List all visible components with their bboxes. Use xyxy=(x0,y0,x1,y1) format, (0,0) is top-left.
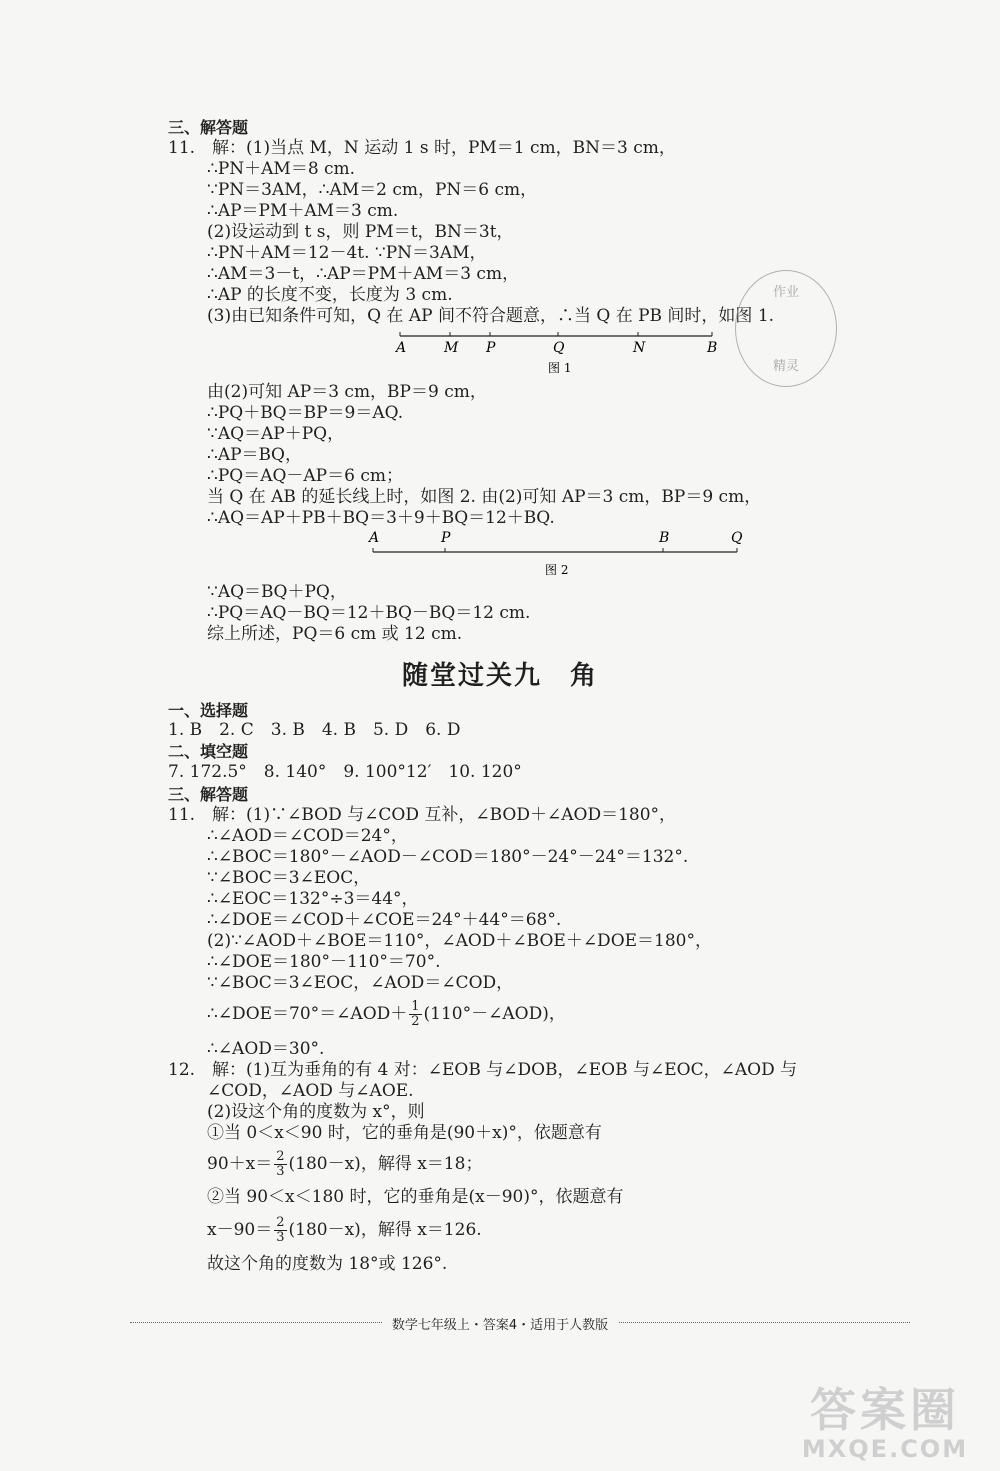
p2-q12-mid: ②当 90＜x＜180 时，它的垂角是(x－90)°，依题意有 xyxy=(207,1187,624,1207)
footer-text: 数学七年级上・答案4・适用于人教版 xyxy=(382,1318,618,1333)
eq2-after: (180－x)，解得 x＝126. xyxy=(288,1220,482,1240)
after-fig2-line-1: ∴PQ＝AQ－BQ＝12＋BQ－BQ＝12 cm. xyxy=(207,603,531,623)
after-fig1-line-0: 由(2)可知 AP＝3 cm，BP＝9 cm， xyxy=(207,382,487,402)
p2-q12-line-3: ①当 0＜x＜90 时，它的垂角是(90＋x)°，依题意有 xyxy=(207,1123,602,1143)
p2-q11-line-2: ∴∠BOC＝180°－∠AOD－∠COD＝180°－24°－24°＝132°. xyxy=(207,847,689,867)
after-fig1-line-3: ∴AP＝BQ， xyxy=(207,445,302,465)
p2-q11-last: ∴∠AOD＝30°. xyxy=(207,1039,325,1059)
after-fig1-line-5: 当 Q 在 AB 的延长线上时，如图 2. 由(2)可知 AP＝3 cm，BP＝9 cm， xyxy=(207,487,762,507)
p2-q12-line-1: ∠COD，∠AOD 与∠AOE. xyxy=(207,1081,414,1101)
after-fig2-line-0: ∵AQ＝BQ＋PQ， xyxy=(207,582,347,602)
stamp-bottom-text: 精灵 xyxy=(772,359,799,374)
after-fig1-line-6: ∴AQ＝AP＋PB＋BQ＝3＋9＋BQ＝12＋BQ. xyxy=(207,508,555,528)
p2-q12-eq1 xyxy=(207,1150,482,1179)
frac-den: 3 xyxy=(276,1230,285,1245)
p2-q11-line-5: ∴∠DOE＝∠COD＋∠COE＝24°＋44°＝68°. xyxy=(207,910,562,930)
heading-fill: 二、填空题 xyxy=(168,742,249,761)
q11-line-4: (2)设运动到 t s，则 PM＝t，BN＝3t， xyxy=(207,222,514,242)
figure-1-segment xyxy=(390,328,730,376)
fig1-label-Q: Q xyxy=(553,340,565,356)
p2-q11-frac-before: ∴∠DOE＝70°＝∠AOD＋ xyxy=(207,1004,408,1024)
page-footer xyxy=(0,1314,1000,1333)
stamp-top-text: 作业 xyxy=(772,285,799,300)
q11-line-8: (3)由已知条件可知，Q 在 AP 间不符合题意，∴当 Q 在 PB 间时，如图 1. xyxy=(207,306,775,326)
p2-q11-line-7: ∴∠DOE＝180°－110°＝70°. xyxy=(207,952,441,972)
fig1-label-B: B xyxy=(707,340,718,356)
fig1-label-A: A xyxy=(396,340,407,356)
fig1-label-P: P xyxy=(486,340,496,356)
watermark-line-1: 答案圈 xyxy=(810,1383,960,1437)
p2-q12-line-0: 12. 解：(1)互为垂角的有 4 对：∠EOB 与∠DOB，∠EOB 与∠EOC，∠AOD 与 xyxy=(168,1060,798,1080)
q11-line-7: ∴AP 的长度不变，长度为 3 cm. xyxy=(207,285,453,305)
fig1-label-M: M xyxy=(444,340,459,356)
heading-solve-2: 三、解答题 xyxy=(168,785,249,804)
frac-num: 2 xyxy=(276,1215,285,1230)
watermark-logo xyxy=(780,1385,990,1465)
after-fig1-line-1: ∴PQ＋BQ＝BP＝9＝AQ. xyxy=(207,403,404,423)
fill-answers: 7. 172.5° 8. 140° 9. 100°12′ 10. 120° xyxy=(168,762,522,782)
figure-2-segment xyxy=(365,528,765,580)
eq1-after: (180－x)，解得 x＝18； xyxy=(288,1154,483,1174)
fig2-label-Q: Q xyxy=(731,530,743,546)
fraction-two-thirds xyxy=(274,1150,286,1179)
q11-line-0: 11. 解：(1)当点 M，N 运动 1 s 时，PM＝1 cm，BN＝3 cm， xyxy=(168,138,676,158)
fig2-label-B: B xyxy=(659,530,670,546)
p2-q11-frac-after: (110°－∠AOD)， xyxy=(423,1004,566,1024)
fig2-label-P: P xyxy=(441,530,451,546)
p2-q11-line-6: (2)∵∠AOD＋∠BOE＝110°，∠AOD＋∠BOE＋∠DOE＝180°， xyxy=(207,931,712,951)
eq2-before: x－90＝ xyxy=(207,1220,273,1240)
p2-q11-line-3: ∵∠BOC＝3∠EOC， xyxy=(207,868,371,888)
frac-den: 2 xyxy=(411,1014,420,1029)
frac-num: 2 xyxy=(276,1149,285,1164)
p2-q11-line-4: ∴∠EOC＝132°÷3＝44°， xyxy=(207,889,419,909)
p2-q12-last: 故这个角的度数为 18°或 126°. xyxy=(207,1254,448,1274)
q11-line-3: ∴AP＝PM＋AM＝3 cm. xyxy=(207,201,399,221)
watermark-line-2: MXQE.COM xyxy=(801,1435,969,1463)
p2-q11-line-1: ∴∠AOD＝∠COD＝24°， xyxy=(207,826,408,846)
fig1-caption: 图 1 xyxy=(548,361,572,375)
fig2-caption: 图 2 xyxy=(545,563,569,577)
eq1-before: 90＋x＝ xyxy=(207,1154,273,1174)
after-fig1-line-4: ∴PQ＝AQ－AP＝6 cm； xyxy=(207,466,403,486)
q11-line-1: ∴PN＋AM＝8 cm. xyxy=(207,159,356,179)
p2-q12-eq2 xyxy=(207,1216,482,1245)
choice-answers: 1. B 2. C 3. B 4. B 5. D 6. D xyxy=(168,720,461,740)
q11-line-6: ∴AM＝3－t，∴AP＝PM＋AM＝3 cm， xyxy=(207,264,520,284)
after-fig1-line-2: ∵AQ＝AP＋PQ， xyxy=(207,424,345,444)
section-title: 随堂过关九 角 xyxy=(401,661,598,691)
frac-den: 3 xyxy=(276,1164,285,1179)
q11-line-5: ∴PN＋AM＝12－4t. ∵PN＝3AM， xyxy=(207,243,487,263)
fig2-label-A: A xyxy=(369,530,380,546)
heading-solve-1: 三、解答题 xyxy=(168,118,249,137)
frac-num: 1 xyxy=(411,999,420,1014)
stamp-seal xyxy=(735,270,837,387)
q11-line-2: ∵PN＝3AM，∴AM＝2 cm，PN＝6 cm， xyxy=(207,180,538,200)
p2-q12-line-2: (2)设这个角的度数为 x°，则 xyxy=(207,1102,425,1122)
p2-q11-line-0: 11. 解：(1)∵∠BOD 与∠COD 互补，∠BOD＋∠AOD＝180°， xyxy=(168,805,677,825)
heading-choice: 一、选择题 xyxy=(168,701,249,720)
p2-q11-line-8: ∵∠BOC＝3∠EOC，∠AOD＝∠COD， xyxy=(207,973,514,993)
fig1-label-N: N xyxy=(633,340,646,356)
after-fig2-line-2: 综上所述，PQ＝6 cm 或 12 cm. xyxy=(207,624,463,644)
p2-q11-frac-line xyxy=(207,1000,566,1029)
fraction-one-half xyxy=(409,1000,421,1029)
fraction-two-thirds xyxy=(274,1216,286,1245)
